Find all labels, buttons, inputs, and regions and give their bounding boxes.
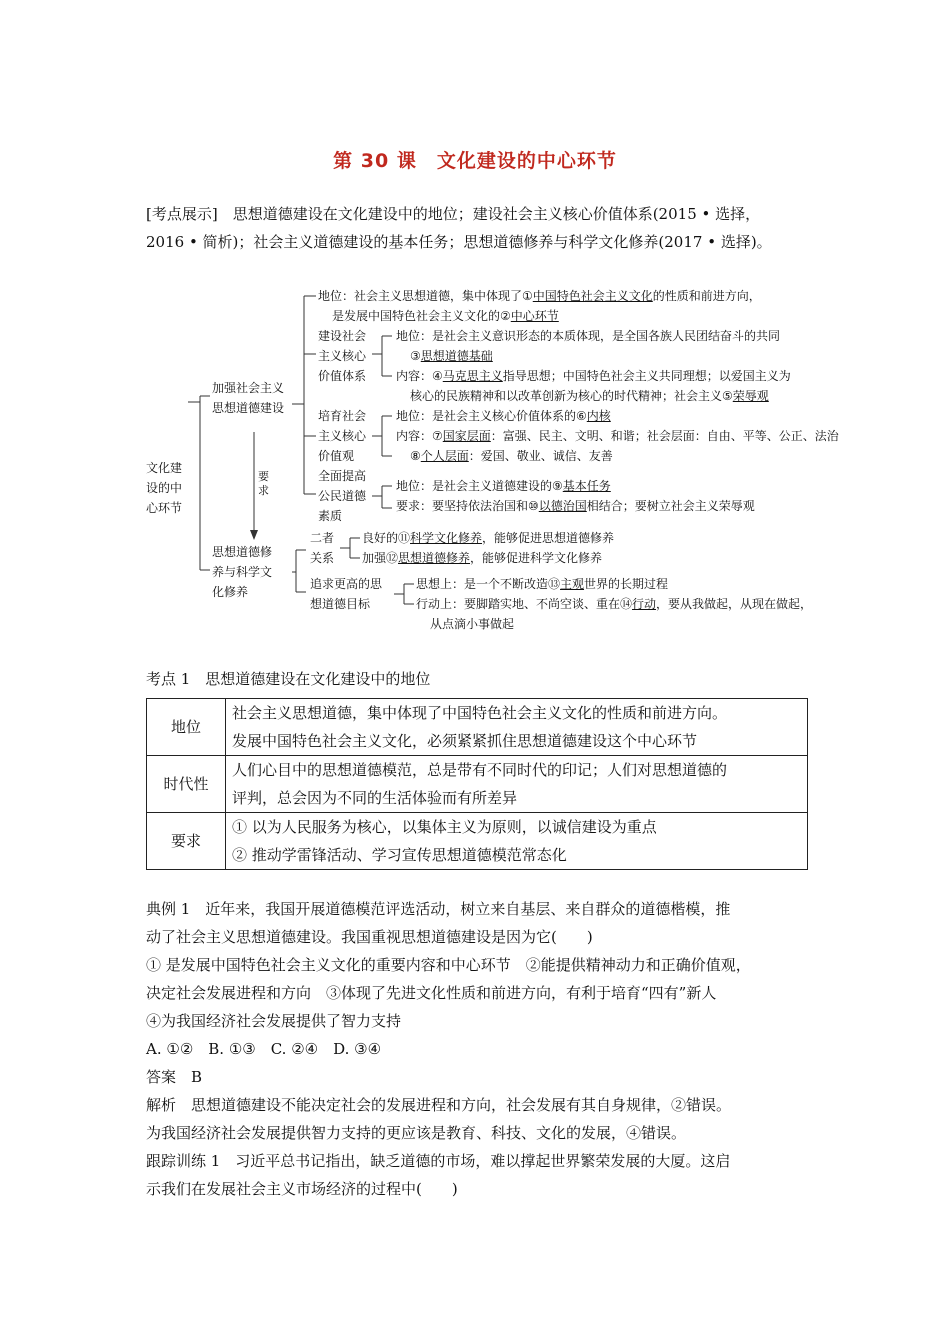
example-line: 动了社会主义思想道德建设。我国重视思想道德建设是因为它( ) bbox=[146, 928, 593, 946]
table-row bbox=[147, 756, 808, 813]
mindmap-relation-label: 二者 关系 bbox=[310, 531, 335, 565]
table-row bbox=[147, 813, 808, 870]
mindmap-core-values-detail: 地位：是社会主义核心价值体系的⑥内核 内容：⑦国家层面：富强、民主、文明、和谐；社会层面：自由、平等、公正、法治 ⑧个人层面：爱国、敬业、诚信、友善 bbox=[396, 409, 839, 463]
table-row bbox=[147, 699, 808, 756]
example-line: ① 是发展中国特色社会主义文化的重要内容和中心环节 ②能提供精神动力和正确价值观， bbox=[146, 956, 751, 974]
example-block bbox=[146, 895, 806, 1203]
row-head: 要求 bbox=[147, 813, 226, 870]
answer-line: 答案 B bbox=[146, 1068, 203, 1086]
intro-line-1: [考点展示] 思想道德建设在文化建设中的地位；建设社会主义核心价值体系(2015 • 选择， bbox=[146, 205, 761, 223]
mindmap-core-value-system-detail: 地位：是社会主义意识形态的本质体现，是全国各族人民团结奋斗的共同 ③思想道德基础 内容：④马克思主义指导思想；中国特色社会主义共同理想；以爱国主义为 核心的民族精神和以改革创新为核心的时代精神；社会主义⑤荣辱观 bbox=[396, 329, 791, 403]
options-line: A. ①② B. ①③ C. ②④ D. ③④ bbox=[146, 1040, 382, 1058]
mindmap-requirement-label: 要 求 bbox=[258, 470, 269, 497]
row-content: 人们心目中的思想道德模范，总是带有不同时代的印记；人们对思想道德的 评判，总会因为不同的生活体验而有所差异 bbox=[226, 756, 808, 813]
example-line: ④为我国经济社会发展提供了智力支持 bbox=[146, 1012, 402, 1030]
mindmap-core-value-system-label: 建设社会 主义核心 价值体系 bbox=[318, 329, 367, 383]
exercise-line: 示我们在发展社会主义市场经济的过程中( ) bbox=[146, 1180, 458, 1198]
mindmap-goal-detail: 思想上：是一个不断改造⑬主观世界的长期过程 行动上：要脚踏实地、不尚空谈、重在⑭行动，要从我做起，从现在做起， 从点滴小事做起 bbox=[416, 577, 813, 631]
knowledge-mindmap bbox=[140, 282, 840, 642]
row-head: 时代性 bbox=[147, 756, 226, 813]
page-title: 第 30 课 文化建设的中心环节 bbox=[333, 150, 617, 172]
mindmap-branch-moral-construction: 加强社会主义 思想道德建设 bbox=[212, 381, 285, 415]
intro-line-2: 2016 • 简析)；社会主义道德建设的基本任务；思想道德修养与科学文化修养(2017 • 选择)。 bbox=[146, 233, 772, 251]
mindmap-position: 地位：社会主义思想道德，集中体现了①中国特色社会主义文化的性质和前进方向， 是发展中国特色社会主义文化的②中心环节 bbox=[318, 289, 761, 323]
mindmap-relation-detail: 良好的⑪科学文化修养，能够促进思想道德修养 加强⑫思想道德修养，能够促进科学文化修养 bbox=[362, 531, 615, 565]
mindmap-branch-cultivation: 思想道德修 养与科学文 化修养 bbox=[212, 545, 273, 599]
exercise-line: 跟踪训练 1 习近平总书记指出，缺乏道德的市场，难以撑起世界繁荣发展的大厦。这启 bbox=[146, 1152, 731, 1170]
row-head: 地位 bbox=[147, 699, 226, 756]
analysis-line: 为我国经济社会发展提供智力支持的更应该是教育、科技、文化的发展，④错误。 bbox=[146, 1124, 687, 1142]
section-title: 考点 1 思想道德建设在文化建设中的地位 bbox=[146, 670, 431, 688]
row-content: 社会主义思想道德，集中体现了中国特色社会主义文化的性质和前进方向。 发展中国特色社会主义文化，必须紧紧抓住思想道德建设这个中心环节 bbox=[226, 699, 808, 756]
knowledge-table bbox=[146, 698, 808, 870]
example-line: 典例 1 近年来，我国开展道德模范评选活动，树立来自基层、来自群众的道德楷模，推 bbox=[146, 900, 731, 918]
mindmap-moral-quality-detail: 地位：是社会主义道德建设的⑨基本任务 要求：要坚持依法治国和⑩以德治国相结合；要树立社会主义荣辱观 bbox=[396, 479, 755, 513]
mindmap-moral-quality-label: 全面提高 公民道德 素质 bbox=[318, 469, 367, 523]
row-content: ① 以为人民服务为核心，以集体主义为原则，以诚信建设为重点 ② 推动学雷锋活动、学习宣传思想道德模范常态化 bbox=[226, 813, 808, 870]
example-line: 决定社会发展进程和方向 ③体现了先进文化性质和前进方向，有利于培育“四有”新人 bbox=[146, 984, 717, 1002]
mindmap-core-values-label: 培育社会 主义核心 价值观 bbox=[318, 409, 367, 463]
mindmap-root: 文化建 设的中 心环节 bbox=[146, 461, 183, 515]
mindmap-goal-label: 追求更高的思 想道德目标 bbox=[310, 577, 383, 611]
intro bbox=[146, 200, 806, 256]
analysis-line: 解析 思想道德建设不能决定社会的发展进程和方向，社会发展有其自身规律，②错误。 bbox=[146, 1096, 732, 1114]
